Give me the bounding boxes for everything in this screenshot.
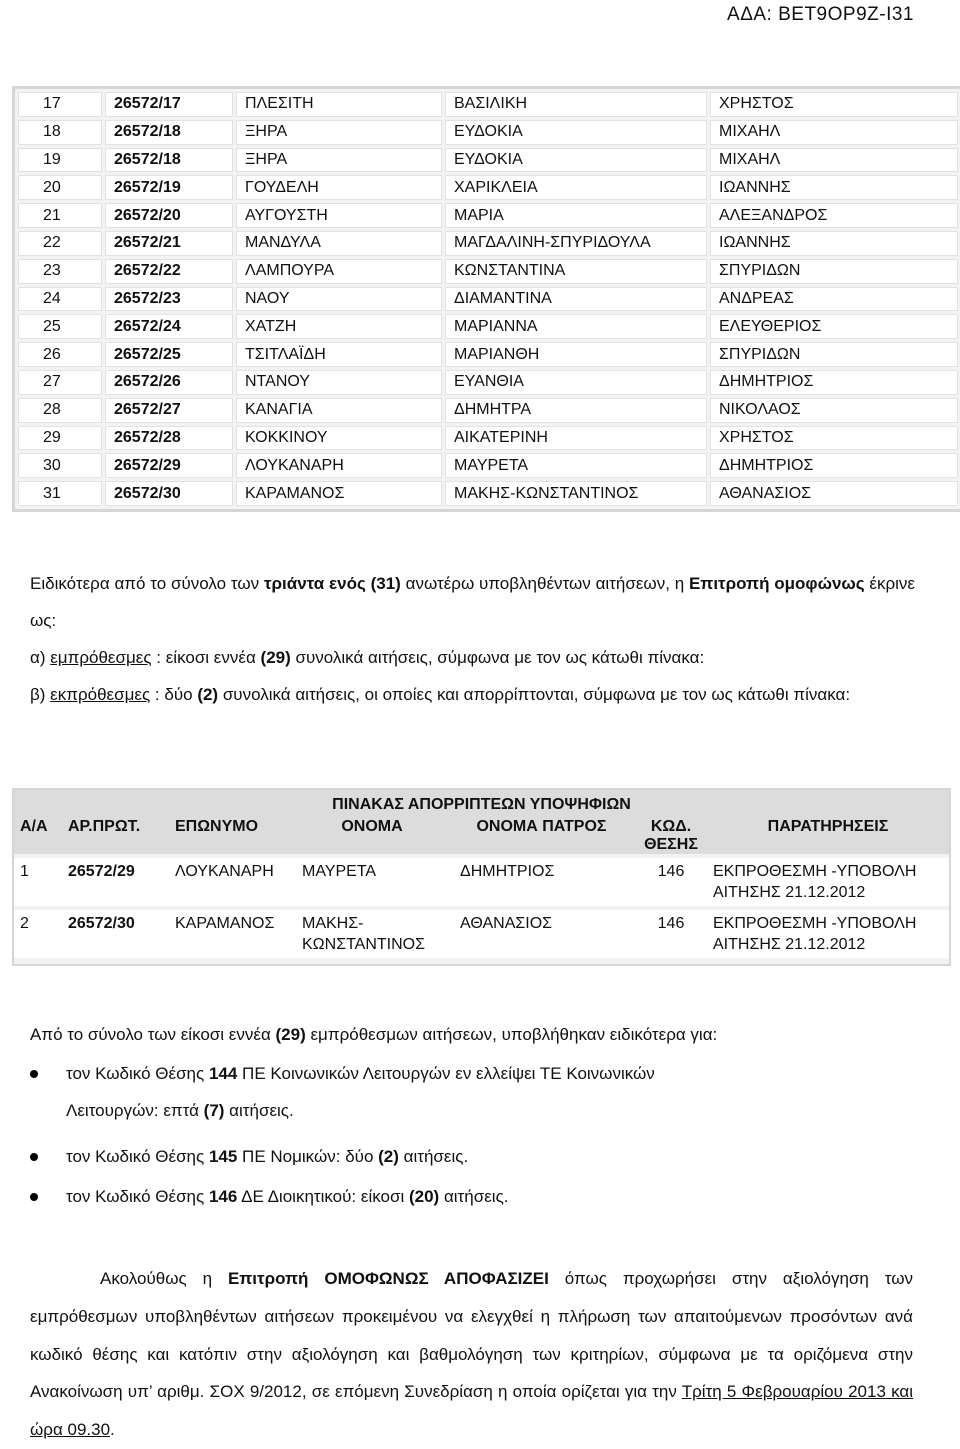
row-number-cell: 24 (18, 287, 102, 312)
protocol-number-cell: 26572/23 (105, 287, 233, 312)
father-name-cell: ΧΡΗΣΤΟΣ (710, 426, 958, 451)
protocol-number-cell: 26572/25 (105, 342, 233, 367)
father-name-cell: ΔΗΜΗΤΡΙΟΣ (710, 370, 958, 395)
first-name-cell: ΕΥΔΟΚΙΑ (445, 120, 707, 145)
table-row (18, 92, 958, 117)
row-number-cell: 2 (14, 910, 62, 958)
first-name-cell: ΜΑΡΙΑ (445, 203, 707, 228)
protocol-number-cell: 26572/30 (105, 481, 233, 506)
table-row (18, 120, 958, 145)
table-row (14, 910, 949, 958)
first-name-cell: ΜΑΥΡΕΤΑ (445, 453, 707, 478)
surname-cell: ΓΟΥΔΕΛΗ (236, 175, 442, 200)
father-name-cell: ΑΘΑΝΑΣΙΟΣ (448, 910, 635, 958)
father-name-cell: ΙΩΑΝΝΗΣ (710, 231, 958, 256)
father-name-cell: ΑΘΑΝΑΣΙΟΣ (710, 481, 958, 506)
row-number-cell: 27 (18, 370, 102, 395)
row-number-cell: 1 (14, 858, 62, 906)
paragraph-summary: Ειδικότερα από το σύνολο των τριάντα ενός (31) ανωτέρω υποβληθέντων αιτήσεων, η Επιτροπή ομοφώνως έκρινε ως: α) εμπρόθεσμες : είκοσι εννέα (29) συνολικά αιτήσεις, σύμφωνα με τον ως κάτωθι πίνακα: β) εκπρόθεσμες : δύο (2) συνολικά αιτήσεις, οι οποίες και απορρίπτονται, σύμφωνα με τον ως κάτωθι πίνακα: (30, 574, 916, 704)
father-name-cell: ΙΩΑΝΝΗΣ (710, 175, 958, 200)
first-name-cell: ΜΑΚΗΣ-ΚΩΝΣΤΑΝΤΙΝΟΣ (296, 910, 448, 958)
surname-cell: ΑΥΓΟΥΣΤΗ (236, 203, 442, 228)
surname-cell: ΝΤΑΝΟΥ (236, 370, 442, 395)
father-name-cell: ΕΛΕΥΘΕΡΙΟΣ (710, 314, 958, 339)
table-row (18, 231, 958, 256)
father-name-cell: ΣΠΥΡΙΔΩΝ (710, 342, 958, 367)
surname-cell: ΚΑΡΑΜΑΝΟΣ (169, 910, 296, 958)
bullet-icon (30, 1153, 38, 1161)
col-surname: ΕΠΩΝΥΜΟ (169, 818, 296, 854)
first-name-cell: ΔΙΑΜΑΝΤΙΝΑ (445, 287, 707, 312)
surname-cell: ΤΣΙΤΛΑΪΔΗ (236, 342, 442, 367)
surname-cell: ΝΑΟΥ (236, 287, 442, 312)
surname-cell: ΠΛΕΣΙΤΗ (236, 92, 442, 117)
col-aa: Α/Α (14, 818, 62, 854)
surname-cell: ΞΗΡΑ (236, 120, 442, 145)
protocol-number-cell: 26572/30 (62, 910, 169, 958)
paragraph-decision: Ακολούθως η Επιτροπή ΟΜΟΦΩΝΩΣ ΑΠΟΦΑΣΙΖΕΙ όπως προχωρήσει στην αξιολόγηση των εμπρόθεσμων υποβληθέντων αιτήσεων προκειμένου να ελεγχθεί η πλήρωση των απαιτούμενων προσόντων ανά κωδικό θέσης και κατόπιν στην αξιολόγηση και βαθμολόγηση των κριτηρίων, σύμφωνα με τα οριζόμενα στην Ανακοίνωση υπ’ αριθμ. ΣΟΧ 9/2012, σε επόμενη Συνεδρίαση η οποία ορίζεται για την Τρίτη 5 Φεβρουαρίου 2013 και ώρα 09.30. (30, 1269, 914, 1440)
col-notes: ΠΑΡΑΤΗΡΗΣΕΙΣ (707, 818, 949, 854)
row-number-cell: 31 (18, 481, 102, 506)
row-number-cell: 26 (18, 342, 102, 367)
table-row (18, 342, 958, 367)
protocol-number-cell: 26572/19 (105, 175, 233, 200)
row-number-cell: 17 (18, 92, 102, 117)
table-row (18, 259, 958, 284)
col-code: ΚΩΔ. ΘΕΣΗΣ (635, 818, 707, 854)
surname-cell: ΧΑΤΖΗ (236, 314, 442, 339)
surname-cell: ΚΑΡΑΜΑΝΟΣ (236, 481, 442, 506)
surname-cell: ΛΟΥΚΑΝΑΡΗ (236, 453, 442, 478)
protocol-number-cell: 26572/21 (105, 231, 233, 256)
surname-cell: ΚΟΚΚΙΝΟΥ (236, 426, 442, 451)
row-number-cell: 25 (18, 314, 102, 339)
first-name-cell: ΕΥΔΟΚΙΑ (445, 148, 707, 173)
father-name-cell: ΝΙΚΟΛΑΟΣ (710, 398, 958, 423)
father-name-cell: ΔΗΜΗΤΡΙΟΣ (448, 858, 635, 906)
protocol-number-cell: 26572/18 (105, 148, 233, 173)
position-code-cell: 146 (635, 910, 707, 958)
surname-cell: ΞΗΡΑ (236, 148, 442, 173)
father-name-cell: ΑΛΕΞΑΝΔΡΟΣ (710, 203, 958, 228)
bullet-icon (30, 1193, 38, 1201)
table-row (18, 453, 958, 478)
father-name-cell: ΑΝΔΡΕΑΣ (710, 287, 958, 312)
bullet-145: τον Κωδικό Θέσης 145 ΠΕ Νομικών: δύο (2) αιτήσεις. (30, 1138, 915, 1178)
father-name-cell: ΜΙΧΑΗΛ (710, 120, 958, 145)
protocol-number-cell: 26572/28 (105, 426, 233, 451)
table-row (18, 426, 958, 451)
notes-cell: ΕΚΠΡΟΘΕΣΜΗ -ΥΠΟΒΟΛΗ ΑΙΤΗΣΗΣ 21.12.2012 (707, 858, 949, 906)
protocol-number-cell: 26572/24 (105, 314, 233, 339)
row-number-cell: 29 (18, 426, 102, 451)
col-prot: ΑΡ.ΠΡΩΤ. (62, 818, 169, 854)
protocol-number-cell: 26572/29 (62, 858, 169, 906)
protocol-number-cell: 26572/27 (105, 398, 233, 423)
table-row (18, 481, 958, 506)
first-name-cell: ΕΥΑΝΘΙΑ (445, 370, 707, 395)
table-row (18, 175, 958, 200)
first-name-cell: ΜΑΡΙΑΝΝΑ (445, 314, 707, 339)
father-name-cell: ΣΠΥΡΙΔΩΝ (710, 259, 958, 284)
table-row (18, 148, 958, 173)
surname-cell: ΛΟΥΚΑΝΑΡΗ (169, 858, 296, 906)
position-code-cell: 146 (635, 858, 707, 906)
rejected-table (12, 788, 951, 966)
first-name-cell: ΜΑΓΔΑΛΙΝΗ-ΣΠΥΡΙΔΟΥΛΑ (445, 231, 707, 256)
father-name-cell: ΧΡΗΣΤΟΣ (710, 92, 958, 117)
table-row (18, 370, 958, 395)
bullet-icon (30, 1070, 38, 1078)
table-row (14, 858, 949, 906)
paragraph-timely: Από το σύνολο των είκοσι εννέα (29) εμπρόθεσμων αιτήσεων, υποβλήθηκαν ειδικότερα για: (30, 1025, 718, 1044)
row-number-cell: 23 (18, 259, 102, 284)
table-row (18, 314, 958, 339)
first-name-cell: ΑΙΚΑΤΕΡΙΝΗ (445, 426, 707, 451)
protocol-number-cell: 26572/18 (105, 120, 233, 145)
row-number-cell: 22 (18, 231, 102, 256)
protocol-number-cell: 26572/29 (105, 453, 233, 478)
surname-cell: ΛΑΜΠΟΥΡΑ (236, 259, 442, 284)
notes-cell: ΕΚΠΡΟΘΕΣΜΗ -ΥΠΟΒΟΛΗ ΑΙΤΗΣΗΣ 21.12.2012 (707, 910, 949, 958)
protocol-number-cell: 26572/22 (105, 259, 233, 284)
table-row (18, 398, 958, 423)
table-row (18, 287, 958, 312)
protocol-number-cell: 26572/26 (105, 370, 233, 395)
row-number-cell: 19 (18, 148, 102, 173)
first-name-cell: ΔΗΜΗΤΡΑ (445, 398, 707, 423)
first-name-cell: ΒΑΣΙΛΙΚΗ (445, 92, 707, 117)
table-row (18, 203, 958, 228)
bullet-144: τον Κωδικό Θέσης 144 ΠΕ Κοινωνικών Λειτουργών εν ελλείψει ΤΕ Κοινωνικών Λειτουργών: επτά (7) αιτήσεις. (30, 1055, 915, 1135)
row-number-cell: 20 (18, 175, 102, 200)
surname-cell: ΚΑΝΑΓΙΑ (236, 398, 442, 423)
protocol-number-cell: 26572/20 (105, 203, 233, 228)
rejected-table-title: ΠΙΝΑΚΑΣ ΑΠΟΡΡΙΠΤΕΩΝ ΥΠΟΨΗΦΙΩΝ (14, 790, 949, 818)
protocol-number-cell: 26572/17 (105, 92, 233, 117)
row-number-cell: 21 (18, 203, 102, 228)
col-name: ΟΝΟΜΑ (296, 818, 448, 854)
father-name-cell: ΔΗΜΗΤΡΙΟΣ (710, 453, 958, 478)
row-number-cell: 28 (18, 398, 102, 423)
first-name-cell: ΜΑΥΡΕΤΑ (296, 858, 448, 906)
col-father: ΟΝΟΜΑ ΠΑΤΡΟΣ (448, 818, 635, 854)
first-name-cell: ΜΑΡΙΑΝΘΗ (445, 342, 707, 367)
row-number-cell: 18 (18, 120, 102, 145)
row-number-cell: 30 (18, 453, 102, 478)
father-name-cell: ΜΙΧΑΗΛ (710, 148, 958, 173)
bullet-146: τον Κωδικό Θέσης 146 ΔΕ Διοικητικού: είκοσι (20) αιτήσεις. (30, 1178, 915, 1218)
surname-cell: ΜΑΝΔΥΛΑ (236, 231, 442, 256)
first-name-cell: ΜΑΚΗΣ-ΚΩΝΣΤΑΝΤΙΝΟΣ (445, 481, 707, 506)
applicants-table (12, 86, 960, 512)
first-name-cell: ΚΩΝΣΤΑΝΤΙΝΑ (445, 259, 707, 284)
ada-code: ΑΔΑ: ΒΕΤ9ΟΡ9Ζ-Ι31 (727, 4, 914, 25)
first-name-cell: ΧΑΡΙΚΛΕΙΑ (445, 175, 707, 200)
